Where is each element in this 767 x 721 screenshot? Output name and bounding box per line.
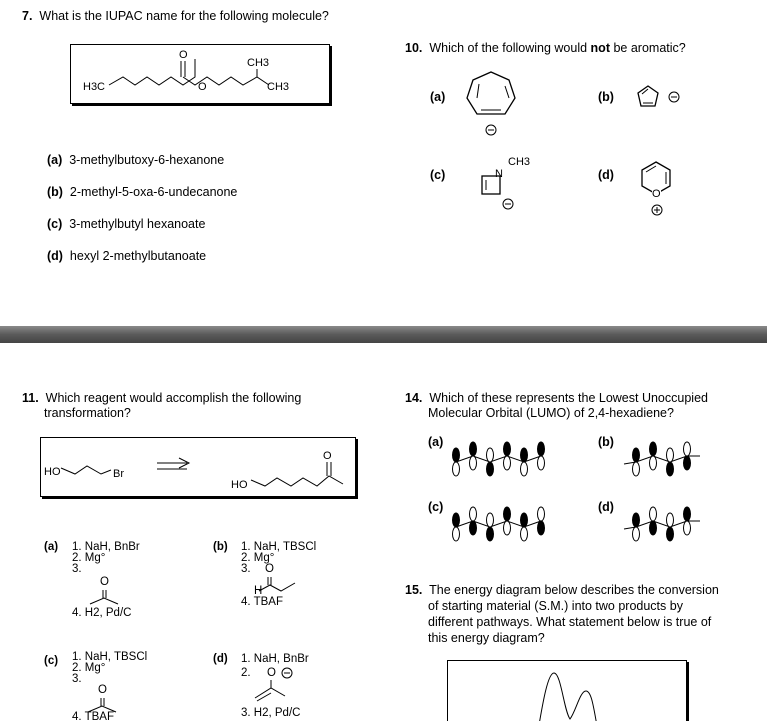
propanal-structure [257, 575, 307, 595]
product-carbonyl-oxygen: O [323, 450, 332, 462]
q7-question: What is the IUPAC name for the following molecule? [39, 9, 329, 23]
p-orbital-bottom-lobe [521, 527, 528, 541]
p-orbital-top-lobe [538, 507, 545, 521]
p-orbital-top-lobe [650, 507, 657, 521]
option-label: (b) [47, 185, 63, 199]
p-orbital-bottom-lobe [504, 456, 511, 470]
option-label: (b) [213, 541, 228, 553]
q11-option-b[interactable] [213, 541, 317, 608]
step-4: 4. TBAF [241, 596, 283, 608]
q15-question-line2: of starting material (S.M.) into two products by [428, 599, 683, 613]
p-orbital-bottom-lobe [470, 456, 477, 470]
p-orbital-top-lobe [470, 442, 477, 456]
methyl-top: CH3 [247, 57, 270, 69]
p-orbital-bottom-lobe [453, 527, 460, 541]
p-orbital-bottom-lobe [538, 521, 545, 535]
q7-option-b[interactable] [47, 185, 237, 199]
orbital-diagram-a [450, 440, 560, 480]
p-orbital-bottom-lobe [633, 527, 640, 541]
q11-option-d[interactable] [213, 653, 309, 719]
p-orbital-top-lobe [667, 513, 674, 527]
q14-number: 14. [405, 391, 423, 405]
step-3: 3. [241, 563, 251, 575]
q10-question: Which of the following would [429, 41, 591, 55]
step-4: 4. TBAF [72, 711, 114, 721]
acetone-oxygen: O [98, 684, 107, 696]
p-orbital-bottom-lobe [453, 462, 460, 476]
q10-emphasis: not [590, 41, 610, 55]
energy-diagram-box [447, 660, 687, 721]
p-orbital-top-lobe [453, 448, 460, 462]
q14-heading [405, 391, 708, 405]
carbonyl-oxygen: O [179, 49, 188, 61]
orbital-diagram-c [450, 505, 560, 545]
q7-option-a[interactable] [47, 153, 224, 167]
p-orbital-top-lobe [521, 448, 528, 462]
reactant-bromide: Br [113, 468, 124, 480]
nitrogen-label: N [495, 168, 503, 180]
step-1: 1. NaH, TBSCl [241, 541, 317, 553]
p-orbital-top-lobe [470, 507, 477, 521]
step-4: 4. H2, Pd/C [72, 607, 132, 619]
aldehyde-hydrogen: H [254, 585, 263, 597]
p-orbital-bottom-lobe [538, 456, 545, 470]
p-orbital-bottom-lobe [667, 527, 674, 541]
step-3: 3. [72, 563, 82, 575]
q10-option-c[interactable]: (c) [430, 168, 446, 182]
step-3: 3. H2, Pd/C [241, 707, 301, 719]
q7-molecule-box [70, 44, 330, 104]
carbon-chain [456, 521, 541, 527]
q15-heading [405, 583, 719, 597]
q14-option-b[interactable]: (b) [598, 435, 614, 449]
p-orbital-bottom-lobe [633, 462, 640, 476]
q14-question-line2: Molecular Orbital (LUMO) of 2,4-hexadiene? [428, 406, 674, 420]
p-orbital-top-lobe [633, 448, 640, 462]
q10-option-a[interactable]: (a) [430, 90, 446, 104]
option-text: hexyl 2-methylbutanoate [69, 249, 207, 263]
step-2: 2. Mg° [241, 552, 275, 564]
option-label: (d) [47, 249, 63, 263]
methyl-left: H3C [83, 81, 106, 93]
option-text: 3-methylbutyl hexanoate [69, 217, 206, 231]
q15-question: The energy diagram below describes the conversion [429, 583, 719, 597]
p-orbital-bottom-lobe [487, 527, 494, 541]
acetone-structure [88, 588, 128, 608]
q11-heading [22, 391, 301, 405]
step-1: 1. NaH, BnBr [241, 653, 309, 665]
q7-option-d[interactable] [47, 249, 206, 263]
energy-diagram-curve [448, 661, 686, 721]
option-text: 2-methyl-5-oxa-6-undecanone [69, 185, 238, 199]
ester-oxygen: O [198, 81, 207, 93]
q14-option-a[interactable]: (a) [428, 435, 444, 449]
carbon-chain [456, 456, 541, 462]
q14-option-c[interactable]: (c) [428, 500, 444, 514]
q7-option-c[interactable] [47, 217, 205, 231]
q15-question-line4: this energy diagram? [428, 631, 545, 645]
p-orbital-bottom-lobe [684, 456, 691, 470]
q11-option-a[interactable] [44, 541, 140, 619]
p-orbital-top-lobe [487, 513, 494, 527]
q10-heading [405, 41, 686, 55]
p-orbital-bottom-lobe [650, 521, 657, 535]
product-hydroxyl: HO [231, 479, 248, 491]
page-separator [0, 326, 767, 343]
propanal-oxygen: O [265, 563, 274, 575]
q10-question-end: be aromatic? [609, 41, 686, 55]
option-label: (c) [44, 655, 59, 667]
q15-number: 15. [405, 583, 423, 597]
n-methyl-label: CH3 [508, 156, 531, 168]
p-orbital-bottom-lobe [667, 462, 674, 476]
step-2: 2. [241, 667, 251, 679]
p-orbital-top-lobe [521, 513, 528, 527]
p-orbital-bottom-lobe [650, 456, 657, 470]
q7-molecule-structure [71, 45, 329, 103]
q10-option-d[interactable]: (d) [598, 168, 614, 182]
option-text: 3-methylbutoxy-6-hexanone [69, 153, 225, 167]
orbital-diagram-b [624, 440, 714, 480]
p-orbital-bottom-lobe [487, 462, 494, 476]
p-orbital-top-lobe [538, 442, 545, 456]
enolate-structure [253, 666, 313, 706]
p-orbital-top-lobe [684, 507, 691, 521]
q11-reaction-box [40, 437, 356, 497]
q14-option-d[interactable]: (d) [598, 500, 614, 514]
oxygen-label: O [652, 188, 661, 200]
option-label: (d) [213, 653, 228, 665]
step-3: 3. [72, 673, 82, 685]
q11-option-c[interactable] [44, 651, 148, 721]
cyclopentadienyl-anion [638, 84, 688, 114]
p-orbital-top-lobe [487, 448, 494, 462]
cycloheptatrienyl-anion [465, 70, 525, 140]
option-label: (a) [47, 153, 63, 167]
q14-question: Which of these represents the Lowest Unoccupied [429, 391, 708, 405]
p-orbital-top-lobe [667, 448, 674, 462]
orbital-diagram-d [624, 505, 714, 545]
step-1: 1. NaH, BnBr [72, 541, 140, 553]
p-orbital-top-lobe [504, 507, 511, 521]
q10-option-b[interactable]: (b) [598, 90, 614, 104]
enolate-oxygen: O [267, 667, 276, 679]
p-orbital-top-lobe [684, 442, 691, 456]
p-orbital-top-lobe [650, 442, 657, 456]
q11-number: 11. [22, 391, 39, 405]
q7-heading [22, 9, 329, 23]
q7-number: 7. [22, 9, 33, 23]
step-2: 2. Mg° [72, 662, 106, 674]
reactant-hydroxyl: HO [44, 466, 61, 478]
p-orbital-top-lobe [504, 442, 511, 456]
step-2: 2. Mg° [72, 552, 106, 564]
reaction-scheme [41, 438, 355, 496]
option-label: (c) [47, 217, 63, 231]
p-orbital-bottom-lobe [684, 521, 691, 535]
option-label: (a) [44, 541, 59, 553]
q15-question-line3: different pathways. What statement below is true of [428, 615, 712, 629]
p-orbital-bottom-lobe [521, 462, 528, 476]
q11-question-line2: transformation? [44, 406, 131, 420]
p-orbital-top-lobe [453, 513, 460, 527]
p-orbital-bottom-lobe [504, 521, 511, 535]
p-orbital-bottom-lobe [470, 521, 477, 535]
methyl-right: CH3 [267, 81, 290, 93]
q10-number: 10. [405, 41, 423, 55]
acetone-oxygen: O [100, 576, 109, 588]
step-1: 1. NaH, TBSCl [72, 651, 148, 663]
p-orbital-top-lobe [633, 513, 640, 527]
q11-question: Which reagent would accomplish the following [45, 391, 302, 405]
